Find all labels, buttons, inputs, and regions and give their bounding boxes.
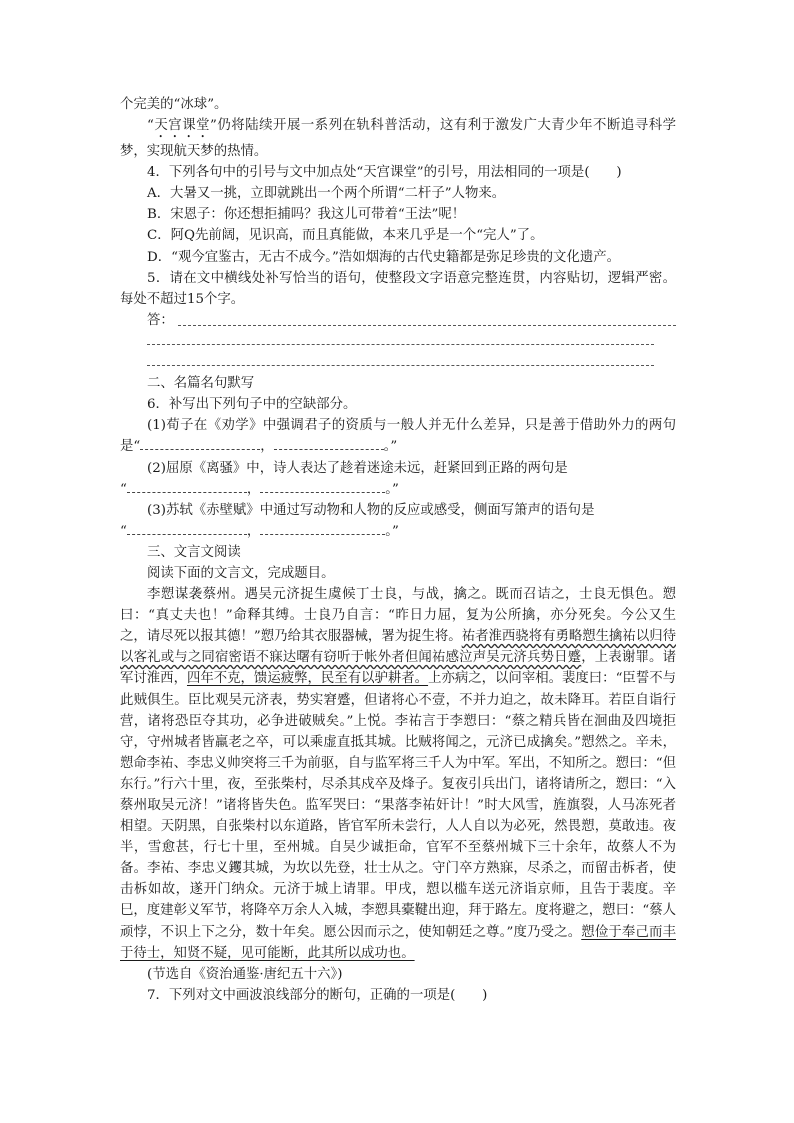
section-3-heading: 三、文言文阅读 (147, 544, 241, 560)
question-6-1 (120, 415, 676, 457)
answer-rule (178, 325, 676, 326)
dotted-phrase: “天宫课堂” (147, 118, 217, 134)
answer-rule (147, 344, 654, 345)
question-6: 6．补写出下列句子中的空缺部分。 (147, 397, 357, 413)
q6-3-blanks (120, 521, 676, 542)
question-5: 5．请在文中横线处补写恰当的语句，使整段文字语意完整连贯，内容贴切，逻辑严密。每处不超过15个字。 (120, 270, 676, 307)
option-d: D．“观今宜鉴古，无古不成今。”浩如烟海的古代史籍都是弥足珍贵的文化遗产。 (147, 249, 621, 265)
wavy-underlined-text: 祐者淮西骁将有勇略愬生擒祐以归待以客礼或与之同宿密语不寐达曙有窃听于帐外者但闻祐感泣声吴元济兵势日蹙 (120, 629, 676, 666)
section-2-heading: 二、名篇名句默写 (147, 376, 255, 392)
close-quote: 。” (383, 439, 398, 455)
option-b: B．宋恩子：你还想拒捕吗？我这儿可带着“王法”呢！ (147, 207, 466, 223)
close-quote: 。” (385, 523, 399, 539)
answer-line[interactable] (120, 310, 676, 331)
question-6-2: (2)屈原《离骚》中，诗人表达了趁着迷途未远，赶紧回到正路的两句是 (147, 460, 568, 476)
option-c: C．阿Q先前阔，见识高，而且真能做，本来几乎是一个“完人”了。 (147, 228, 544, 244)
close-quote: 。” (385, 481, 399, 497)
passage-text: 李愬谋袭蔡州。遇吴元济捉生虞候丁士良，与战，擒之。既而召诘之，士良无惧色。愬曰：“真丈夫也！”命释其缚。士良乃自言：“昨日力屈，复为公所擒，亦分死矣。今公又生之，请尽死以报其德！”愬乃给其衣服器械，署为捉生将。 (120, 587, 676, 645)
paragraph-rest: 仍将陆续开展一系列在轨科普活动，这有利于激发广大青少年不断追寻科学梦，实现航天梦的热情。 (120, 118, 676, 160)
fill-blank[interactable] (127, 480, 247, 493)
fill-blank[interactable] (260, 522, 385, 535)
open-quote: “ (120, 523, 127, 539)
classical-passage (120, 584, 676, 964)
underlined-sentence: 四年不克，馈运疲弊，民至有以驴耕者。 (186, 671, 429, 687)
q6-1-text: (1)荀子在《劝学》中强调君子的资质与一般人并无什么差异，只是善于借助外力的两句是“ (120, 418, 676, 455)
underlined-sentence: 愬俭于奉己而丰于待士，知贤不疑，见可能断，此其所以成功也。 (120, 924, 676, 961)
answer-line-2[interactable] (120, 331, 676, 352)
fill-blank[interactable] (140, 437, 260, 450)
answer-label: 答： (147, 312, 174, 328)
answer-rule (147, 365, 654, 366)
exam-page (120, 94, 676, 1006)
open-quote: “ (120, 481, 127, 497)
comma: ， (246, 481, 261, 497)
text-paragraph (120, 115, 676, 162)
question-4: 4．下列各句中的引号与文中加点处“天宫课堂”的引号，用法相同的一项是( ) (147, 165, 622, 181)
question-6-3: (3)苏轼《赤壁赋》中通过写动物和人物的反应或感受，侧面写箫声的语句是 (147, 502, 595, 518)
comma: ， (246, 523, 261, 539)
text-line: 个完美的“冰球”。 (120, 97, 228, 112)
fill-blank[interactable] (127, 522, 247, 535)
comma: ， (260, 439, 274, 455)
fill-blank[interactable] (260, 480, 385, 493)
passage-text: 上亦病之，以问宰相。裴度曰：“臣誓不与此贼俱生。臣比观吴元济表，势实窘蹙，但诸将心不壹，不并力迫之，故未降耳。若臣自诣行营，诸将恐臣夺其功，必争进破贼矣。”上悦。李祐言于李愬曰：“蔡之精兵皆在洄曲及四境拒守，守州城者皆羸老之卒，可以乘虚直抵其城。比贼将闻之，元济已成擒矣。”愬然之。辛未，愬命李祐、李忠义帅突将三千为前驱，自与监军将三千人为中军。军出，不知所之。愬曰：“但东行。”行六十里，夜，至张柴村，尽杀其戍卒及烽子。复夜引兵出门，诸将请所之，愬曰：“入蔡州取吴元济！”诸将皆失色。监军哭曰：“果落李祐奸计！”时大风雪，旌旗裂，人马冻死者相望。天阴黑，自张柴村以东道路，皆官军所未尝行，人人自以为必死，然畏愬，莫敢违。夜半，雪愈甚，行七十里，至州城。自吴少诚拒命，官军不至蔡州城下三十余年，故蔡人不为备。李祐、李忠义钁其城，为坎以先登，壮士从之。守门卒方熟寐，尽杀之，而留击柝者，使击柝如故，遂开门纳众。元济于城上请罪。甲戌，愬以槛车送元济诣京师，且告于裴度。辛巳，度建彰义军节，将降卒万余人入城，李愬具橐鞬出迎，拜于路左。度将避之，愬曰：“蔡人顽悖，不识上下之分，数十年矣。愿公因而示之，使知朝廷之尊。”度乃受之。 (120, 671, 677, 940)
reading-instruction: 阅读下面的文言文，完成题目。 (147, 565, 335, 581)
source-note: (节选自《资治通鉴·唐纪五十六》) (147, 966, 343, 982)
option-a: A．大暑又一挑，立即就跳出一个两个所谓“二杆子”人物来。 (147, 186, 506, 202)
question-7: 7．下列对文中画波浪线部分的断句，正确的一项是( ) (147, 987, 488, 1003)
q6-2-blanks (120, 479, 676, 500)
passage-text: ，上表谢罪。诸军讨淮西， (120, 650, 677, 687)
fill-blank[interactable] (274, 437, 384, 450)
answer-line-3[interactable] (120, 352, 676, 373)
